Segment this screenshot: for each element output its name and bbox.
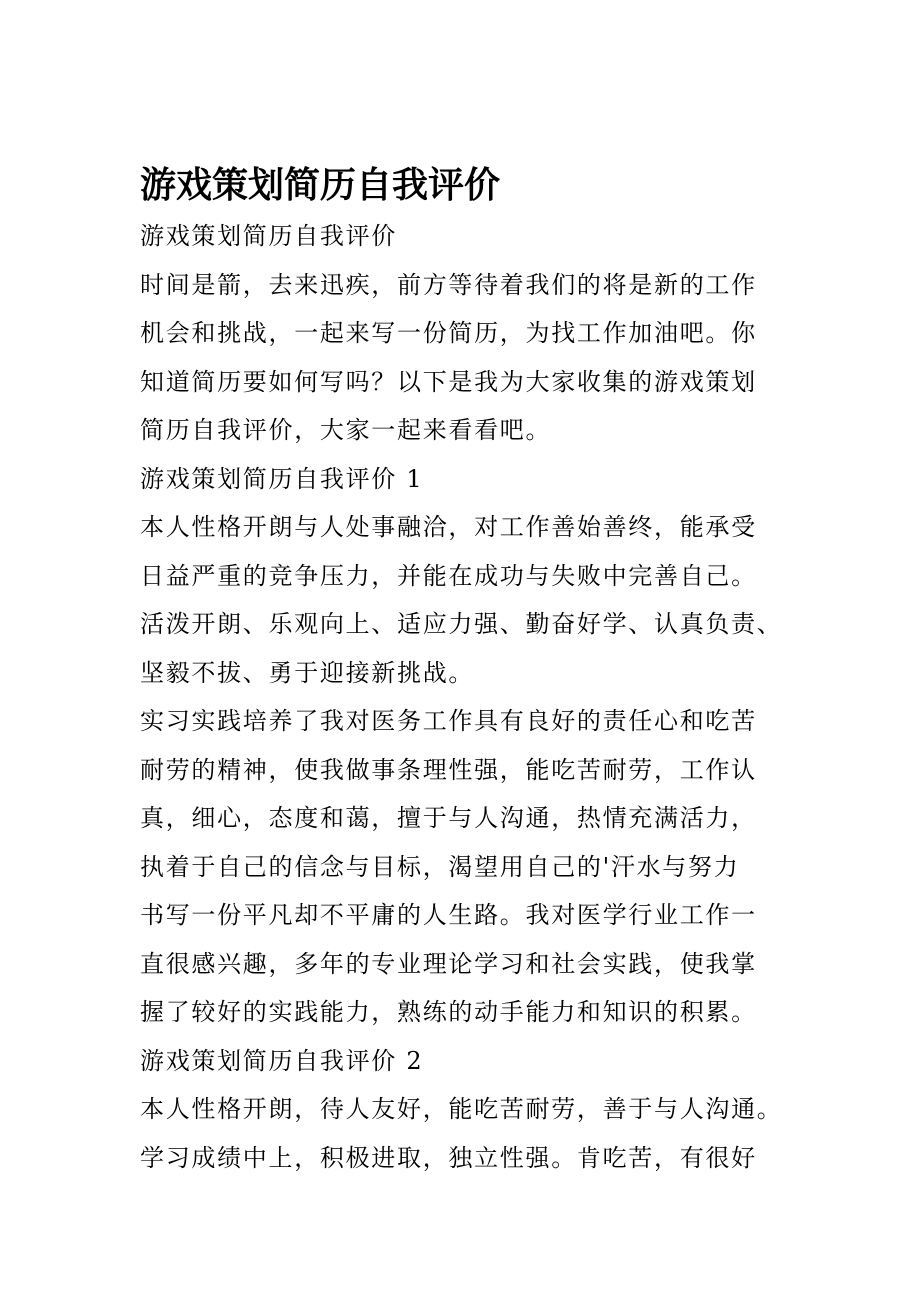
subtitle-line: 游戏策划简历自我评价 — [140, 222, 397, 250]
body-line: 日益严重的竞争压力，并能在成功与失败中完善自己。 — [140, 561, 757, 590]
body-line: 握了较好的实践能力，熟练的动手能力和知识的积累。 — [140, 998, 757, 1026]
document-title: 游戏策划简历自我评价 — [140, 165, 501, 206]
body-line: 时间是箭，去来迅疾，前方等待着我们的将是新的工作 — [140, 270, 757, 299]
body-line: 活泼开朗、乐观向上、适应力强、勤奋好学、认真负责、 — [140, 610, 783, 638]
body-line: 本人性格开朗，待人友好，能吃苦耐劳，善于与人沟通。 — [140, 1095, 783, 1123]
body-line: 真，细心，态度和蔼，擅于与人沟通，热情充满活力， — [140, 804, 757, 832]
body-line: 机会和挑战，一起来写一份简历，为找工作加油吧。你 — [140, 319, 757, 347]
section-heading-1: 游戏策划简历自我评价 1 — [140, 464, 424, 493]
body-line: 书写一份平凡却不平庸的人生路。我对医学行业工作一 — [140, 901, 757, 929]
body-line: 本人性格开朗与人处事融洽，对工作善始善终，能承受 — [140, 513, 757, 541]
body-line: 耐劳的精神，使我做事条理性强，能吃苦耐劳，工作认 — [140, 755, 757, 784]
section-heading-2: 游戏策划简历自我评价 2 — [140, 1046, 424, 1075]
body-line: 简历自我评价，大家一起来看看吧。 — [140, 416, 552, 444]
body-line: 实习实践培养了我对医务工作具有良好的责任心和吃苦 — [140, 707, 757, 735]
body-line: 执着于自己的信念与目标，渴望用自己的'汗水与努力 — [140, 852, 740, 881]
document-body — [140, 160, 800, 1182]
body-line: 知道简历要如何写吗？以下是我为大家收集的游戏策划 — [140, 367, 757, 396]
body-line: 直很感兴趣，多年的专业理论学习和社会实践，使我掌 — [140, 949, 757, 978]
body-line: 坚毅不拔、勇于迎接新挑战。 — [140, 658, 475, 687]
body-line: 学习成绩中上，积极进取，独立性强。肯吃苦，有很好 — [140, 1143, 757, 1172]
